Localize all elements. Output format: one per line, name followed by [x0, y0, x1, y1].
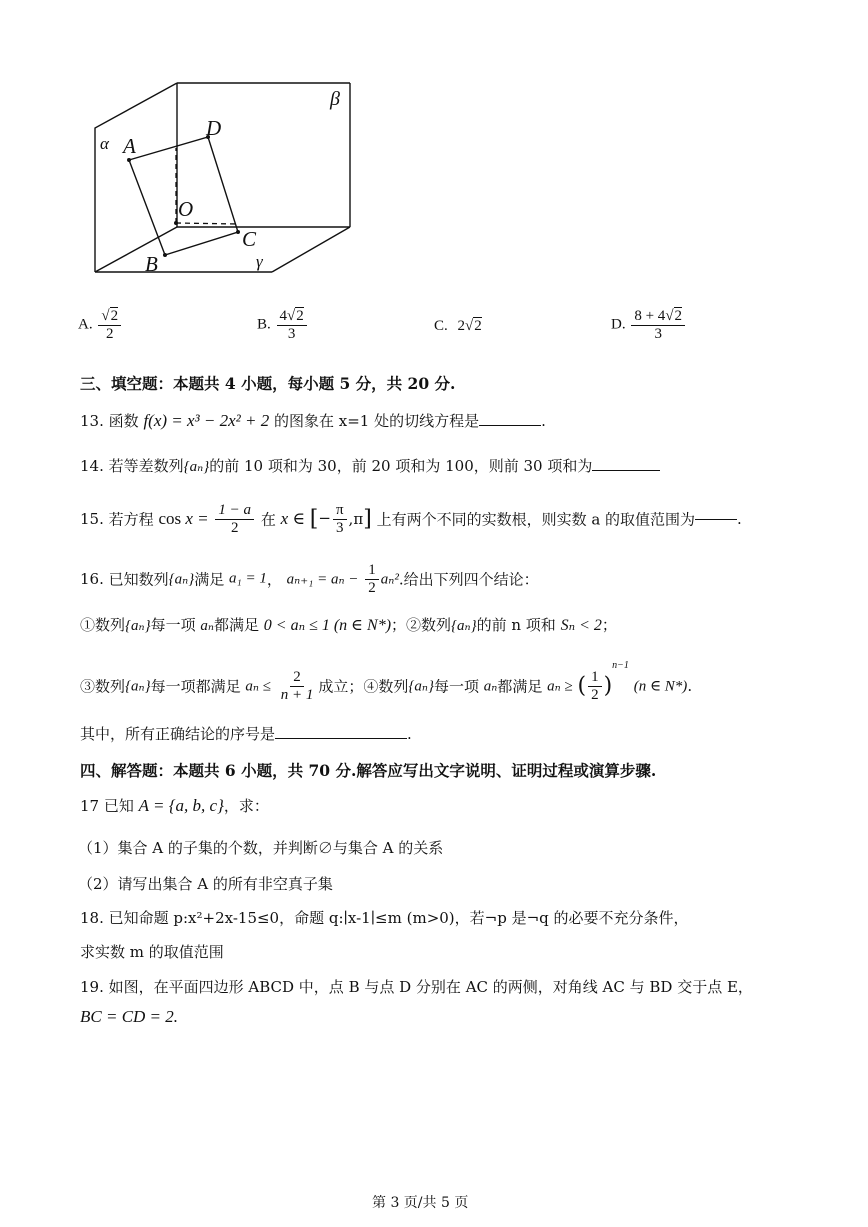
label-alpha: α	[100, 134, 109, 153]
page-footer: 第 3 页/共 5 页	[372, 1195, 469, 1211]
dashed-oc	[176, 223, 238, 224]
label-a: A	[123, 134, 136, 158]
question-14: 14. 若等差数列{aₙ}的前 10 项和为 30，前 20 项和为 100，则前 30 项和为	[80, 455, 660, 476]
label-b: B	[145, 252, 158, 276]
label-beta: β	[330, 88, 340, 110]
label-c: C	[242, 227, 257, 251]
point-b	[163, 253, 167, 257]
q15-answer-blank[interactable]	[695, 519, 737, 520]
choice-a[interactable]: A. $\frac{√2}{2}$	[78, 308, 123, 342]
question-16-conclusions-1-2: ①数列{aₙ}每一项 aₙ都满足 0 < aₙ ≤ 1 (n ∈ N*)；②数列{aₙ}的前 n 项和 Sₙ < 2；	[80, 616, 617, 634]
label-o: O	[178, 197, 194, 221]
question-17-part-2: （2）请写出集合 A 的所有非空真子集	[78, 875, 333, 893]
choice-c[interactable]: C. 2√2	[434, 318, 482, 334]
floor-left-edge	[95, 227, 177, 272]
section-4-title: 四、解答题：本题共 6 小题，共 70 分.解答应写出文字说明、证明过程或演算步骤.	[80, 761, 657, 780]
question-18-line-1: 18. 已知命题 p:x²+2x-15≤0，命题 q:∣x-1∣≤m (m>0)，若¬p 是¬q 的必要不充分条件，	[80, 909, 689, 927]
question-18-line-2: 求实数 m 的取值范围	[80, 943, 224, 961]
question-19-line-2: BC = CD = 2.	[80, 1007, 179, 1026]
section-3-title: 三、填空题：本题共 4 小题，每小题 5 分，共 20 分.	[80, 374, 456, 393]
label-d: D	[206, 116, 222, 140]
choice-d[interactable]: D. $\frac{8 + 4√2}{3}$	[611, 308, 687, 342]
question-16-conclusions-3-4: ③数列{aₙ}每一项都满足 aₙ ≤ $\frac{2}{n + 1}$ 成立；④数列{aₙ}每一项 aₙ都满足 aₙ ≥ ( $\frac{1}{2}$ )$^{n-1}$ (n ∈ N*).	[80, 660, 693, 703]
q13-answer-blank[interactable]	[479, 425, 541, 426]
choice-b[interactable]: B. $\frac{4√2}{3}$	[257, 308, 309, 342]
point-c	[236, 230, 240, 234]
question-13: 13. 函数 f(x) = x³ − 2x² + 2 的图象在 x=1 处的切线方程是 .	[80, 411, 546, 430]
question-16-final: 其中，所有正确结论的序号是 .	[80, 725, 412, 743]
label-gamma: γ	[256, 252, 263, 271]
question-16-stem: 16. 已知数列{aₙ}满足 a₁ = 1， aₙ₊₁ = aₙ − $\frac{1}{2}$ aₙ².给出下列四个结论：	[80, 562, 539, 596]
q16-answer-blank[interactable]	[275, 738, 407, 739]
question-17-part-1: （1）集合 A 的子集的个数，并判断∅与集合 A 的关系	[78, 839, 444, 857]
question-15: 15. 若方程 cos x = $\frac{1 - a}{2}$ 在 x ∈ [− $\frac{\pi}{3}$ ,π] 上有两个不同的实数根，则实数 a 的取值范围为 .	[80, 502, 742, 536]
floor-right-edge	[272, 227, 350, 272]
q14-answer-blank[interactable]	[592, 470, 660, 471]
question-17: 17 已知 A = {a, b, c}，求：	[80, 796, 269, 815]
question-19-line-1: 19. 如图，在平面四边形 ABCD 中，点 B 与点 D 分别在 AC 的两侧，对角线 AC 与 BD 交于点 E，	[80, 978, 753, 996]
square-abcd	[129, 137, 238, 255]
